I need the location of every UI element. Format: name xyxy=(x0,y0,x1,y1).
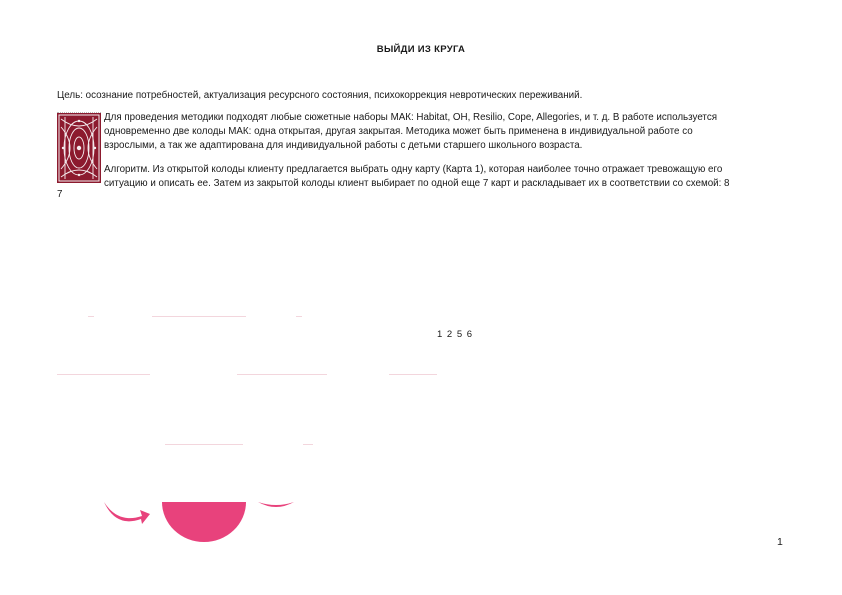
paragraph-line: Для проведения методики подходят любые сюжетные наборы МАК: Habitat, OH, Resilio, Cope, Allegories, и т. д. В работе используется xyxy=(104,112,718,123)
arc-shape xyxy=(258,502,294,507)
paragraph-line: одновременно две колоды МАК: одна открытая, другая закрытая. Методика может быть применена в индивидуальной работе со xyxy=(104,125,693,137)
paragraph-line: ситуацию и описать ее. Затем из закрытой колоды клиент выбирает по одной еще 7 карт и раскладывает их в соответствии со схемой: 8 xyxy=(104,177,730,189)
paragraph-line: Алгоритм. Из открытой колоды клиенту предлагается выбрать одну карту (Карта 1), которая наиболее точно отражает тревожащую его xyxy=(104,164,723,175)
curved-arrow-icon xyxy=(104,502,150,524)
page-number: 1 xyxy=(777,536,783,548)
paragraph-line: взрослыми, а так же адаптирована для индивидуальной работы с детьми старшего школьного возраста. xyxy=(104,139,583,151)
goal-text: Цель: осознание потребностей, актуализация ресурсного состояния, психокоррекция невротических переживаний. xyxy=(57,90,583,101)
half-circle-shape xyxy=(162,502,246,542)
paragraph-tail: 7 xyxy=(57,189,63,200)
page-title: ВЫЙДИ ИЗ КРУГА xyxy=(376,44,466,55)
scheme-numbers: 1 2 5 6 xyxy=(437,329,474,340)
